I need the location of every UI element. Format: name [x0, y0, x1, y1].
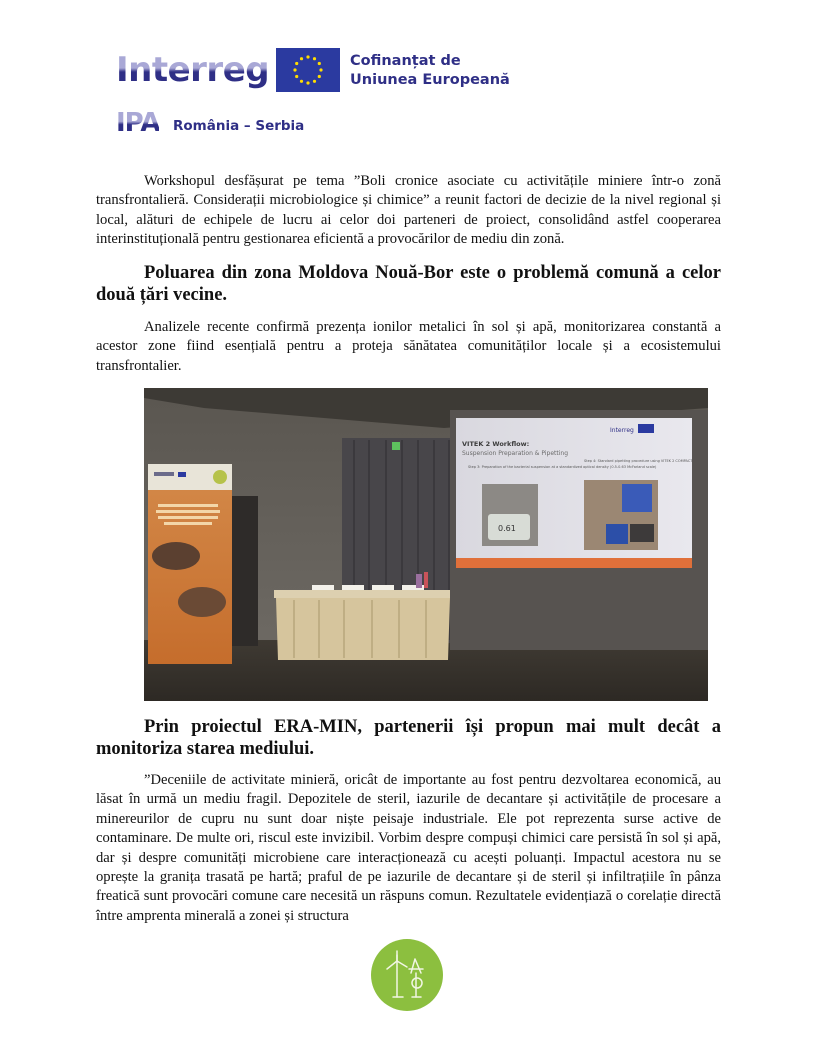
photo-exit-sign — [392, 442, 400, 450]
photo-table — [276, 598, 450, 660]
densitometer-reading: 0.61 — [498, 524, 516, 533]
program-region: România – Serbia — [173, 118, 305, 134]
slide-logo: Interreg — [610, 427, 634, 434]
heading-pollution: Poluarea din zona Moldova Nouă-Bor este o problemă comună a celor două țări vecine. — [96, 263, 721, 305]
slide-title: VITEK 2 Workflow: — [462, 440, 530, 448]
interreg-logo: Interreg — [116, 50, 270, 90]
slide-accent-bar — [456, 558, 692, 568]
slide-step-right: Step 4: Standard pipetting procedure using VITEK 2 COMPACT — [584, 459, 693, 463]
workshop-photo — [144, 388, 708, 701]
cofinanced-line-2: Uniunea Europeană — [350, 72, 510, 88]
paragraph-workshop: Workshopul desfășurat pe tema ”Boli cronice asociate cu activitățile miniere într-o zonă transfrontalieră. Considerații microbiologice și chimice” a reunit factori de decizie de la nivel regional și local, alături de echipele de lucru ai celor doi parteneri de proiect, consolidând astfel cooperarea interinstituțională pentru gestionarea eficientă a provocărilor de mediu din zonă. — [96, 173, 721, 248]
photo-door — [228, 496, 258, 646]
paragraph-analysis: Analizele recente confirmă prezența ionilor metalici în sol și apă, monitorizarea constantă a acestor zone fiind esențială pentru a proteja sănătatea comunităților locale și a ecosistemului transfrontalier. — [96, 319, 721, 374]
paragraph-mining-legacy: ”Deceniile de activitate minieră, oricât de importante au fost pentru dezvoltarea economică, au lăsat în urmă un mediu fragil. Depozitele de steril, iazurile de decantare și activitățile de procesare a minereurilor de cupru nu sunt doar niște peisaje industriale. Ele pot reprezenta surse active de contaminare. De multe ori, riscul este invizibil. Vorbim despre compuși chimici care persistă în sol și apă, dar și despre comunități microbiene care interacționează cu acești poluanți. Impactul acestora nu se oprește la granița trasată pe hartă; praful de pe iazurile de decantare și de steril și infiltrațiile în pânza freatică sunt provocări comune care necesită un răspuns comun. Rezultatele evidențiază o corelație directă între amprenta minerală a zonei și structura — [96, 772, 721, 924]
wind-turbine-tree-badge-icon — [371, 939, 443, 1011]
eu-flag-icon — [276, 48, 340, 92]
slide-step-left: Step 3: Preparation of the bacterial suspension at a standardized optical density (0.5-0.63 McFarland scale) — [468, 465, 657, 469]
slide-subtitle: Suspension Preparation & Pipetting — [462, 450, 569, 457]
heading-era-min: Prin proiectul ERA-MIN, partenerii își propun mai mult decât a monitoriza starea mediului. — [96, 717, 721, 759]
cofinanced-line-1: Cofinanțat de — [350, 53, 461, 69]
ipa-logo: IPA — [116, 108, 160, 138]
cofinanced-label — [350, 52, 510, 90]
